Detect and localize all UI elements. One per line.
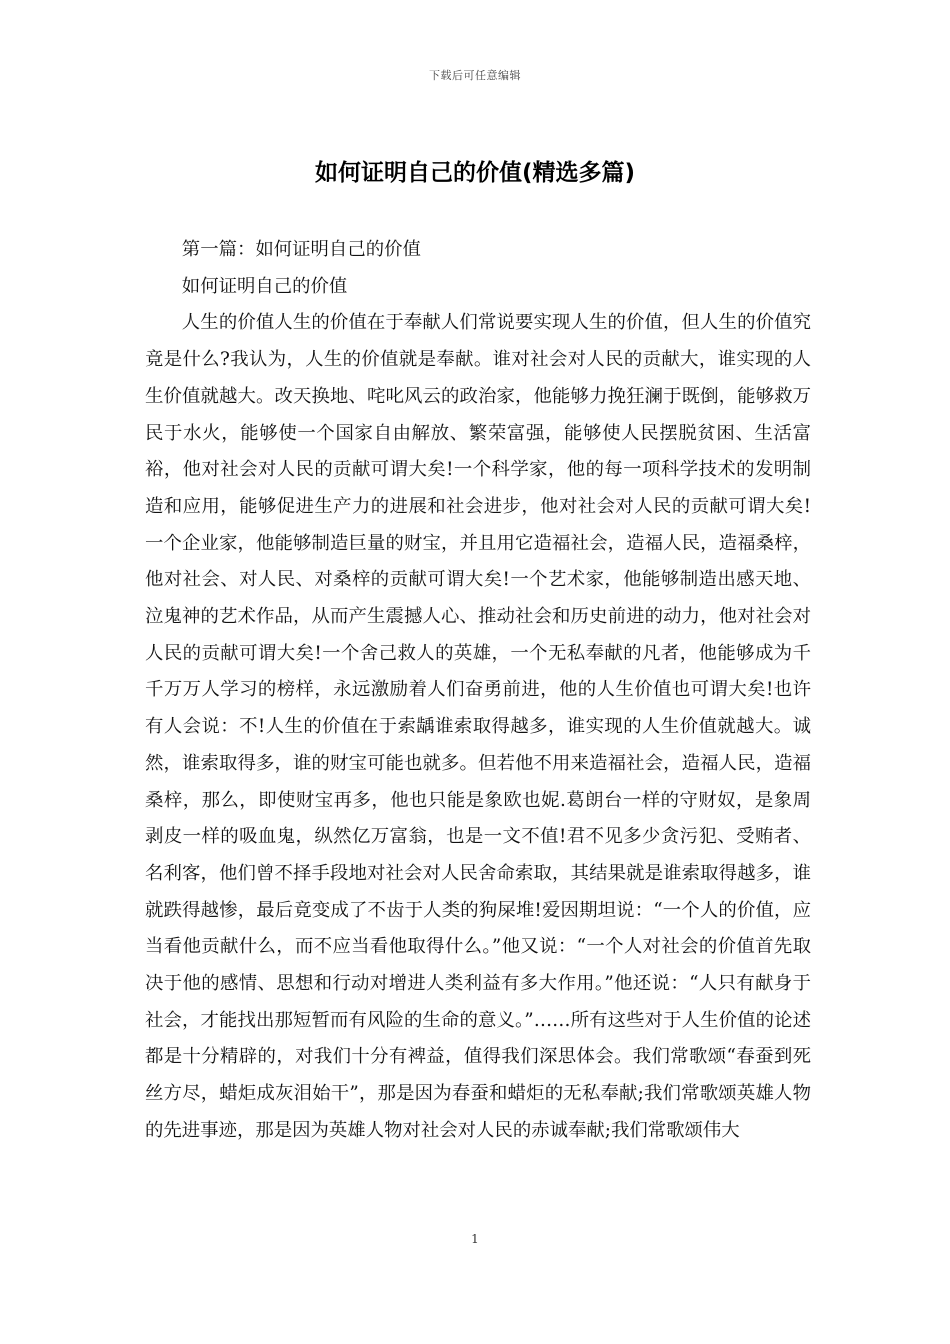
body-paragraph: 人生的价值人生的价值在于奉献人们常说要实现人生的价值，但人生的价值究竟是什么?我认为，人生的价值就是奉献。谁对社会对人民的贡献大，谁实现的人生价值就越大。改天换地、咤叱风云的政治家，他能够力挽狂澜于既倒，能够救万民于水火，能够使一个国家自由解放、繁荣富强，能够使人民摆脱贫困、生活富裕，他对社会对人民的贡献可谓大矣!一个科学家，他的每一项科学技术的发明制造和应用，能够促进生产力的进展和社会进步，他对社会对人民的贡献可谓大矣!一个企业家，他能够制造巨量的财宝，并且用它造福社会，造福人民，造福桑梓，他对社会、对人民、对桑梓的贡献可谓大矣!一个艺术家，他能够制造出感天地、泣鬼神的艺术作品，从而产生震撼人心、推动社会和历史前进的动力，他对社会对人民的贡献可谓大矣!一个舍己救人的英雄，一个无私奉献的凡者，他能够成为千千万万人学习的榜样，永远激励着人们奋勇前进，他的人生价值也可谓大矣!也许有人会说：不!人生的价值在于索龋谁索取得越多，谁实现的人生价值就越大。诚然，谁索取得多，谁的财宝可能也就多。但若他不用来造福社会，造福人民，造福桑梓，那么，即使财宝再多，他也只能是象欧也妮.葛朗台一样的守财奴，是象周剥皮一样的吸血鬼，纵然亿万富翁，也是一文不值!君不见多少贪污犯、受贿者、名利客，他们曾不择手段地对社会对人民舍命索取，其结果就是谁索取得越多，谁就跌得越惨，最后竟变成了不齿于人类的狗屎堆!爱因期坦说：“一个人的价值，应当看他贡献什么，而不应当看他取得什么。”他又说：“一个人对社会的价值首先取决于他的感情、思想和行动对增进人类利益有多大作用。”他还说：“人只有献身于社会，才能找出那短暂而有风险的生命的意义。”……所有这些对于人生价值的论述都是十分精辟的，对我们十分有裨益，值得我们深思体会。我们常歌颂“春蚕到死丝方尽，蜡炬成灰泪始干”，那是因为春蚕和蜡炬的无私奉献;我们常歌颂英雄人物的先进事迹，那是因为英雄人物对社会对人民的赤诚奉献;我们常歌颂伟大 bbox=[145, 312, 811, 1141]
section-subtitle: 如何证明自己的价值 bbox=[181, 275, 348, 297]
page-header: 下载后可任意编辑 bbox=[429, 69, 521, 82]
document-body bbox=[145, 232, 811, 1150]
page-number: 1 bbox=[471, 1232, 479, 1246]
section-heading: 第一篇：如何证明自己的价值 bbox=[181, 239, 421, 260]
document-title: 如何证明自己的价值(精选多篇) bbox=[314, 160, 636, 186]
